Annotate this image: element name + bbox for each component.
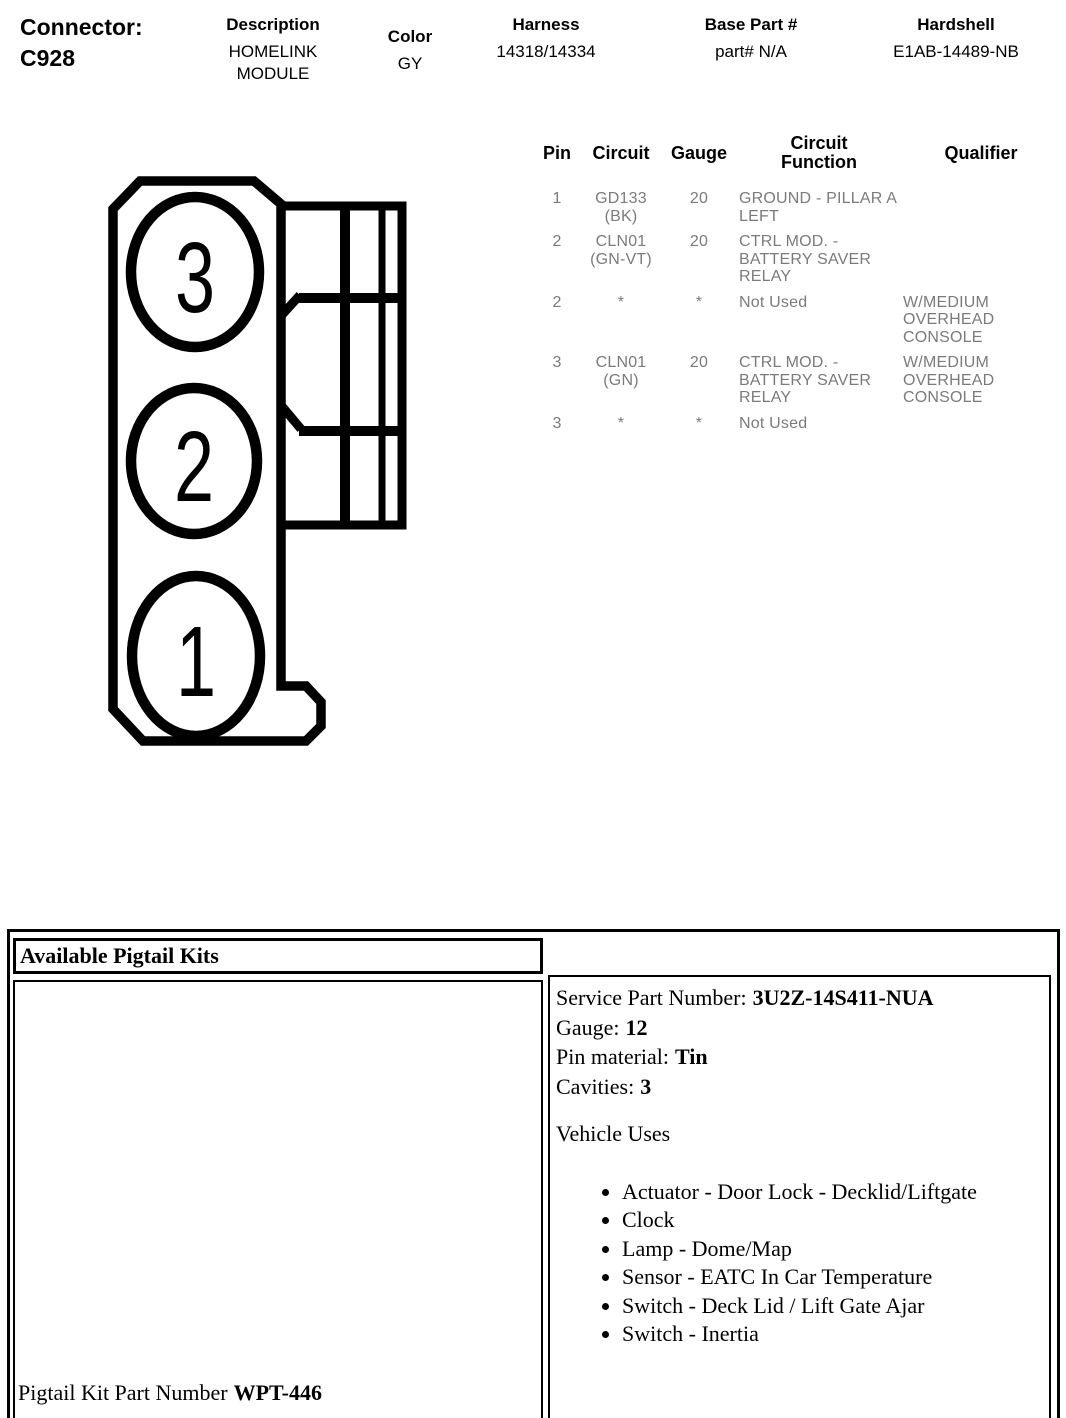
pin-number-line: 3	[552, 414, 562, 432]
vehicle-use-item: • Lamp - Dome/Map	[622, 1235, 1049, 1264]
gauge-line	[556, 1013, 1049, 1043]
base-part-value: part# N/A	[715, 42, 787, 61]
description-label: Description	[226, 15, 320, 34]
pin-table-rows	[535, 190, 1063, 432]
pin-table	[535, 130, 1063, 432]
pin-table-row	[535, 233, 1063, 286]
pin-number	[535, 233, 579, 286]
circuit-function-header: Circuit Function	[781, 133, 857, 172]
circuit-function	[735, 415, 903, 433]
cavity-3-number: 3	[174, 222, 216, 334]
qualifier	[903, 233, 1059, 286]
pin-table-row	[535, 190, 1063, 225]
circuit-code	[579, 415, 663, 433]
circuit-code	[579, 233, 663, 286]
service-part-number-value: 3U2Z-14S411-NUA	[752, 985, 934, 1010]
circuit-code	[579, 294, 663, 347]
pin-number	[535, 354, 579, 407]
circuit-function-line: CTRL MOD. -	[739, 233, 839, 250]
cavity-2-number: 2	[173, 411, 215, 523]
qualifier-line: W/MEDIUM	[903, 293, 990, 311]
gauge-header: Gauge	[670, 142, 727, 163]
vehicle-use-item: • Switch - Deck Lid / Lift Gate Ajar	[622, 1292, 1049, 1321]
qualifier-line: CONSOLE	[903, 389, 983, 406]
circuit-code	[579, 190, 663, 225]
gauge-label: Gauge:	[556, 1014, 620, 1040]
description-value: HOMELINK MODULE	[228, 42, 318, 83]
gauge-cell	[663, 415, 735, 433]
cavity-1-number: 1	[175, 606, 217, 718]
gauge-cell-line: 20	[689, 190, 709, 207]
gauge-cell-line: *	[695, 293, 703, 311]
pin-number-line: 1	[552, 190, 562, 207]
header-col-hardshell	[861, 15, 1051, 63]
gauge-cell-line: 20	[689, 354, 709, 371]
vehicle-use-item: • Sensor - EATC In Car Temperature	[622, 1263, 1049, 1292]
service-info-content	[550, 977, 1049, 1349]
pin-table-row	[535, 415, 1063, 433]
connector-diagram	[95, 165, 425, 755]
circuit-function	[735, 354, 903, 407]
connector-label: Connector:	[20, 14, 143, 40]
circuit-code-line: (GN-VT)	[590, 250, 652, 268]
pigtail-kit-value: WPT-446	[233, 1380, 323, 1405]
cavities-value: 3	[640, 1073, 652, 1099]
circuit-function-line: Not Used	[739, 414, 808, 432]
circuit-code-line: (GN)	[603, 371, 639, 389]
harness-label: Harness	[512, 15, 580, 34]
circuit-function-line: BATTERY SAVER	[739, 250, 872, 268]
cavities-line	[556, 1072, 1049, 1102]
service-part-number-line	[556, 983, 1049, 1013]
qualifier	[903, 354, 1059, 407]
gauge-cell	[663, 190, 735, 225]
qualifier-header: Qualifier	[944, 142, 1018, 163]
pigtail-kit-part-number-line	[18, 1380, 322, 1406]
pin-number-line: 3	[552, 354, 562, 371]
connector-id: C928	[20, 45, 75, 71]
vehicle-uses-title: Vehicle Uses	[556, 1121, 671, 1146]
circuit-function-line: RELAY	[739, 268, 792, 285]
pin-table-row	[535, 354, 1063, 407]
base-part-label: Base Part #	[704, 15, 798, 34]
gauge-value: 12	[625, 1014, 648, 1040]
pigtail-kits-panel	[13, 980, 543, 1418]
connector-title	[20, 12, 143, 74]
pin-header: Pin	[542, 142, 571, 163]
color-label: Color	[387, 27, 433, 46]
circuit-function-line: RELAY	[739, 389, 792, 406]
circuit-function	[735, 233, 903, 286]
header-col-description	[213, 15, 333, 85]
harness-value: 14318/14334	[496, 42, 596, 61]
header-col-harness	[466, 15, 626, 63]
circuit-code-line: GD133	[595, 190, 647, 207]
gauge-cell-line: *	[695, 414, 703, 432]
qualifier	[903, 415, 1059, 433]
gauge-cell	[663, 233, 735, 286]
gauge-cell	[663, 294, 735, 347]
pigtail-kit-label: Pigtail Kit Part Number	[18, 1380, 228, 1405]
vehicle-use-item: • Actuator - Door Lock - Decklid/Liftgate	[622, 1178, 1049, 1207]
circuit-function-line: CTRL MOD. -	[739, 354, 839, 371]
circuit-header: Circuit	[592, 142, 650, 163]
header-col-base-part	[671, 15, 831, 63]
service-part-number-label: Service Part Number:	[556, 985, 747, 1010]
qualifier-line: W/MEDIUM	[903, 354, 990, 371]
circuit-code-line: *	[617, 293, 625, 311]
circuit-code-line: CLN01	[595, 233, 647, 250]
cavities-label: Cavities:	[556, 1073, 635, 1099]
qualifier	[903, 294, 1059, 347]
circuit-code-line: CLN01	[595, 354, 647, 371]
pin-material-value: Tin	[675, 1044, 708, 1069]
available-pigtail-kits-box	[13, 938, 543, 974]
circuit-function-line: Not Used	[739, 293, 808, 311]
circuit-function	[735, 190, 903, 225]
qualifier	[903, 190, 1059, 225]
qualifier-line: OVERHEAD	[903, 311, 995, 328]
pin-number	[535, 415, 579, 433]
pin-number	[535, 190, 579, 225]
pin-number	[535, 294, 579, 347]
vehicle-uses-list	[556, 1178, 1049, 1349]
hardshell-label: Hardshell	[917, 15, 995, 34]
available-pigtail-kits-title: Available Pigtail Kits	[20, 943, 219, 968]
circuit-code-line: (BK)	[604, 207, 638, 225]
vehicle-use-item: • Clock	[622, 1206, 1049, 1235]
gauge-cell-line: 20	[689, 233, 709, 250]
qualifier-line: OVERHEAD	[903, 371, 995, 389]
gauge-cell	[663, 354, 735, 407]
pin-material-line	[556, 1042, 1049, 1072]
pin-material-label: Pin material:	[556, 1044, 670, 1069]
pin-table-header	[535, 130, 1063, 176]
color-value: GY	[397, 54, 423, 73]
circuit-code	[579, 354, 663, 407]
circuit-code-line: *	[617, 414, 625, 432]
circuit-function-line: GROUND - PILLAR A	[739, 190, 898, 207]
header-col-color	[370, 27, 450, 75]
vehicle-use-item: • Switch - Inertia	[622, 1320, 1049, 1349]
circuit-function-line: LEFT	[739, 207, 779, 225]
pin-number-line: 2	[552, 293, 562, 311]
circuit-function-line: BATTERY SAVER	[739, 371, 872, 389]
service-info-panel	[548, 975, 1051, 1418]
pin-table-row	[535, 294, 1063, 347]
pin-number-line: 2	[552, 233, 562, 250]
hardshell-value: E1AB-14489-NB	[893, 42, 1019, 61]
qualifier-line: CONSOLE	[903, 328, 983, 346]
circuit-function	[735, 294, 903, 347]
